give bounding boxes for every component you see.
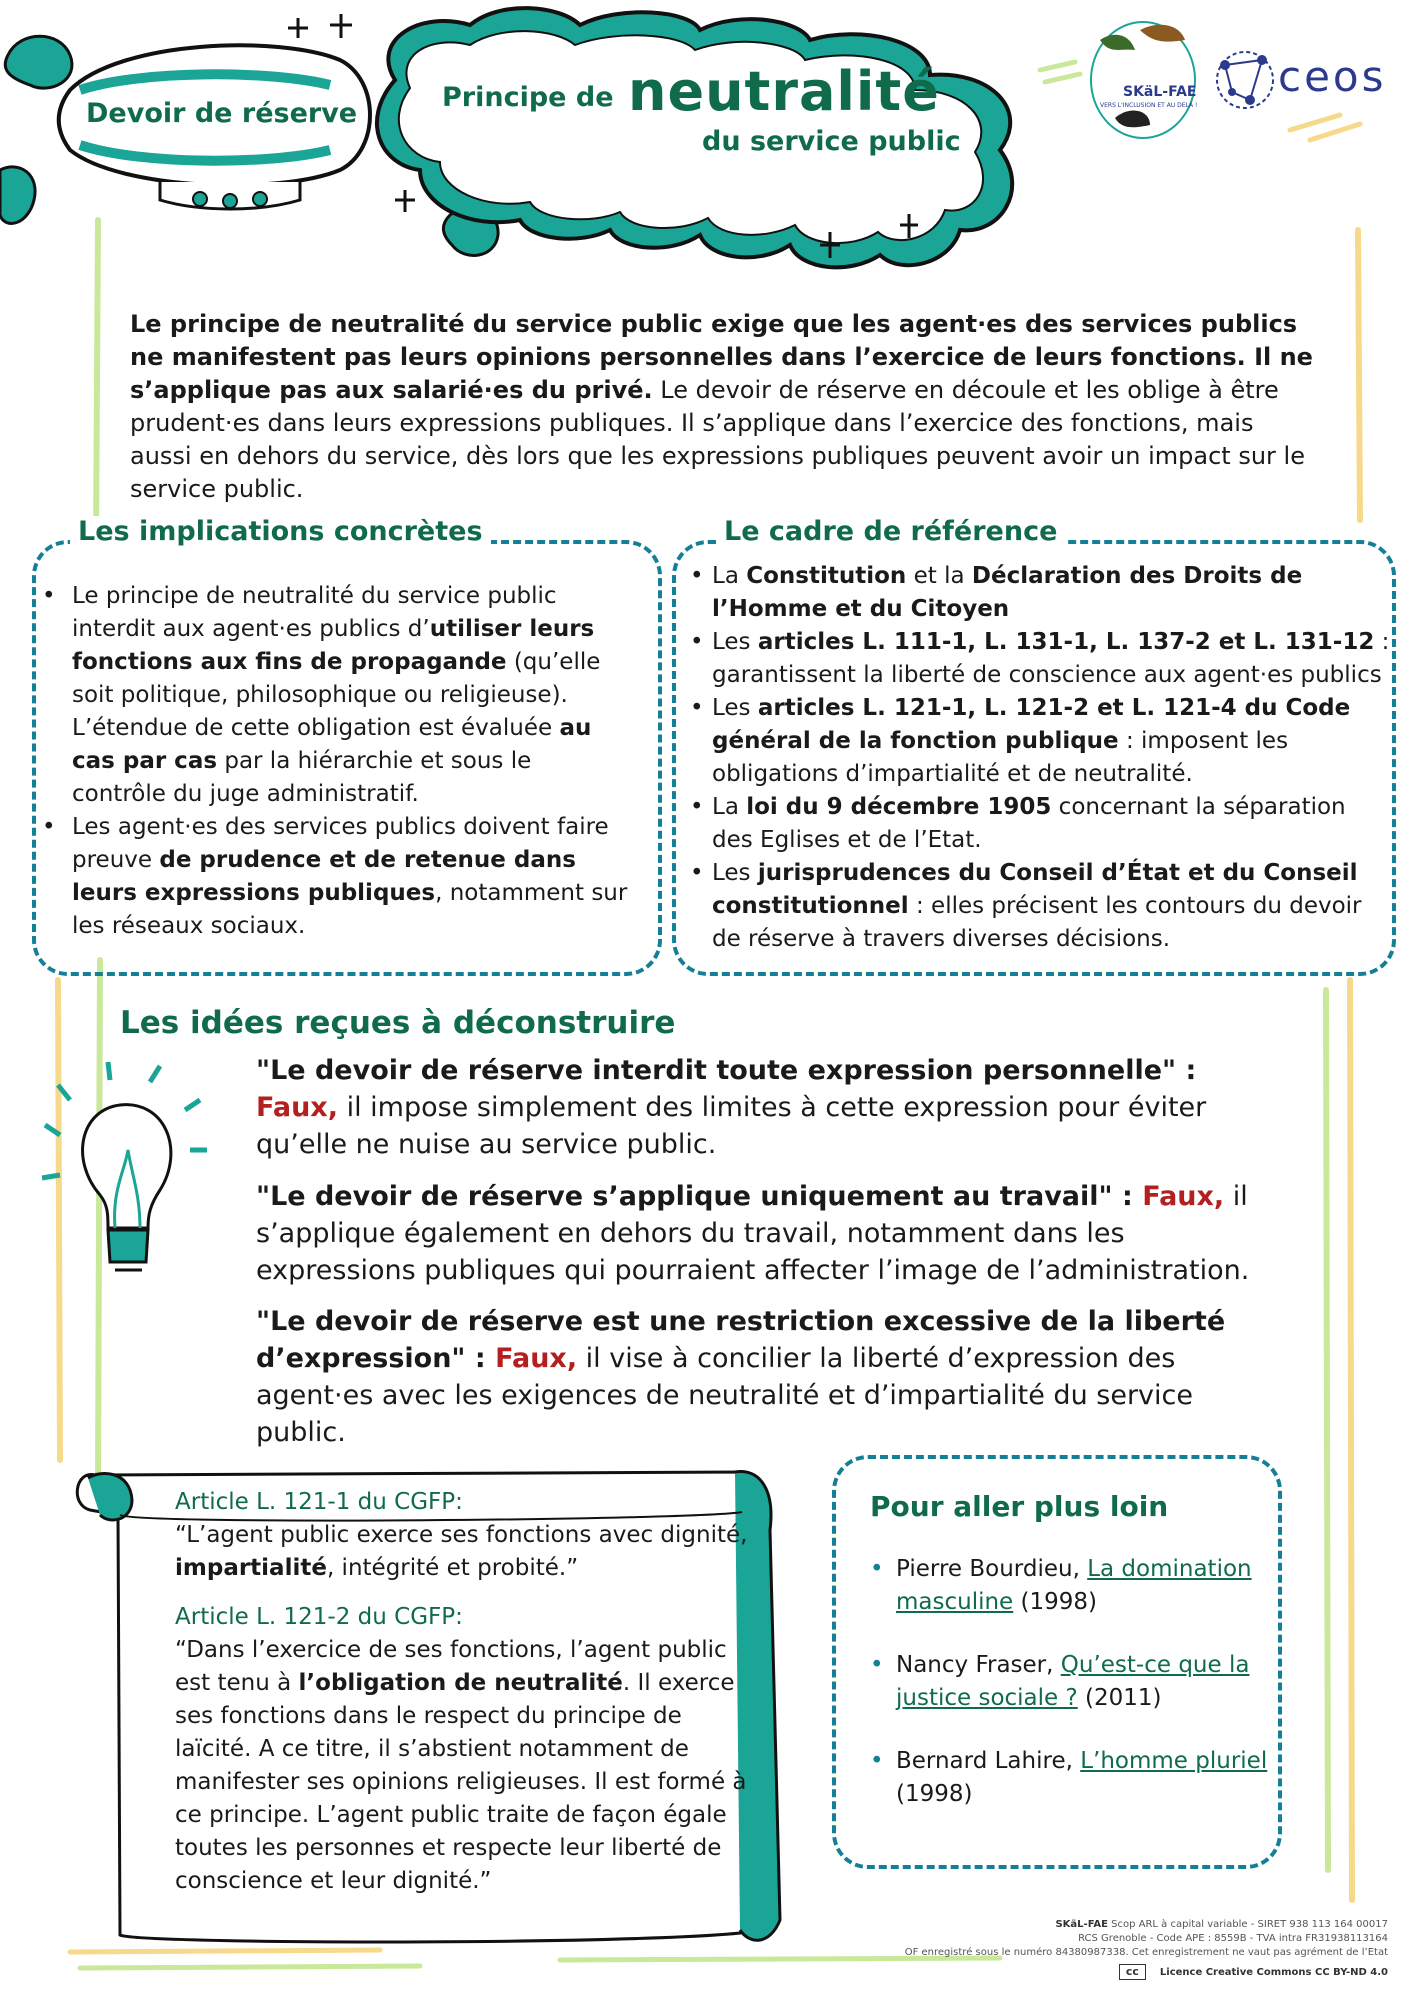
article-2-text: “Dans l’exercice de ses fonctions, l’agent public est tenu à l’obligation de neutralité. Il exerce ses fonctions dans le respect du principe de laïcité. A ce titre, il s’abstient notamment de manifester ses opinions religieuses. Il est formé à ce principe. L’agent public traite de façon égale toutes les personnes et respecte leur liberté de conscience et leur dignité.”	[175, 1637, 747, 1894]
intro-bold: Le principe de neutralité du service public exige que les agent·es des services publics ne manifestent pas leurs opinions personnelles dans l’exercice de leurs fonctions. Il ne s’applique pas aux salarié·es du privé.	[130, 310, 1313, 404]
cadre-title: Le cadre de référence	[716, 516, 1065, 547]
footer-legal: SKäL-FAE Scop ARL à capital variable - SIRET 938 113 164 00017 RCS Grenoble - Code APE : 8559B - TVA intra FR31938113164 OF enregistré sous le numéro 84380987338. Cet enregistrement ne vaut pas agrément de l’Etat cc Licence Creative Commons CC BY-ND 4.0	[904, 1919, 1388, 1978]
article-1-text: “L’agent public exerce ses fonctions avec dignité, impartialité, intégrité et probité.”	[175, 1522, 748, 1581]
reading-item: • Nancy Fraser, Qu’est-ce que la justice sociale ? (2011)	[870, 1649, 1270, 1715]
intro-rest: Le devoir de réserve en découle et les oblige à être prudent·es dans leurs expressions publiques. Il s’applique dans l’exercice des fonctions, mais aussi en dehors du service, dès lors que les expressions publiques peuvent avoir un impact sur le service public.	[130, 376, 1305, 503]
article-1-title: Article L. 121-1 du CGFP:	[175, 1489, 463, 1515]
blimp-label: Devoir de réserve	[86, 98, 358, 129]
list-item: • Les articles L. 121-1, L. 121-2 et L. 121-4 du Code général de la fonction publique : imposent les obligations d’impartialité et de neutralité.	[690, 692, 1390, 791]
reading-item: • Pierre Bourdieu, La domination masculine (1998)	[870, 1553, 1270, 1619]
cc-license-badge: cc	[1119, 1964, 1146, 1980]
reading-item: • Bernard Lahire, L’homme pluriel (1998)	[870, 1745, 1270, 1811]
idea-3: "Le devoir de réserve est une restriction excessive de la liberté d’expression" : Faux, il vise à concilier la liberté d’expression des agent·es avec les exigences de neutralité et d’impartialité du service public.	[256, 1306, 1226, 1448]
further-content	[870, 1490, 1270, 1811]
list-item: • Les articles L. 111-1, L. 131-1, L. 137-2 et L. 131-12 : garantissent la liberté de conscience aux agent·es publics	[690, 626, 1390, 692]
book-link[interactable]: La domination masculine	[896, 1556, 1252, 1615]
further-title: Pour aller plus loin	[870, 1490, 1169, 1523]
license-text: Licence Creative Commons CC BY-ND 4.0	[1159, 1967, 1388, 1978]
title-suffix: du service public	[702, 126, 961, 157]
implications-title: Les implications concrètes	[70, 516, 491, 547]
skal-fae-tagline: VERS L'INCLUSION ET AU DELÀ !	[1100, 102, 1198, 109]
lightbulb-icon	[42, 1062, 207, 1270]
title-prefix: Principe de	[442, 82, 614, 113]
article-2-title: Article L. 121-2 du CGFP:	[175, 1604, 463, 1630]
list-item: • Le principe de neutralité du service public interdit aux agent·es publics d’utiliser leurs fonctions aux fins de propagande (qu’elle soit politique, philosophique ou religieuse). L’étendue de cette obligation est évaluée au cas par cas par la hiérarchie et sous le contrôle du juge administratif.	[42, 580, 632, 811]
book-link[interactable]: L’homme pluriel	[1080, 1748, 1268, 1774]
list-item: • La Constitution et la Déclaration des Droits de l’Homme et du Citoyen	[690, 560, 1390, 626]
list-item: • Les agent·es des services publics doivent faire preuve de prudence et de retenue dans leurs expressions publiques, notamment sur les réseaux sociaux.	[42, 811, 632, 943]
idea-1: "Le devoir de réserve interdit toute expression personnelle" : Faux, il impose simplement des limites à cette expression pour éviter qu’elle ne nuise au service public.	[256, 1055, 1207, 1160]
skal-fae-logo	[1091, 22, 1198, 138]
list-item: • Les jurisprudences du Conseil d’État et du Conseil constitutionnel : elles précisent les contours du devoir de réserve à travers diverses décisions.	[690, 857, 1390, 956]
list-item: • La loi du 9 décembre 1905 concernant la séparation des Eglises et de l’Etat.	[690, 791, 1390, 857]
idea-2: "Le devoir de réserve s’applique uniquement au travail" : Faux, il s’applique également en dehors du travail, notamment dans les expressions publiques qui pourraient affecter l’image de l’administration.	[256, 1181, 1250, 1286]
ideas-title: Les idées reçues à déconstruire	[120, 1005, 676, 1041]
intro-paragraph	[130, 308, 1320, 506]
ceos-logo-text: ceos	[1278, 52, 1387, 101]
cadre-content	[690, 560, 1390, 956]
ceos-logo	[1217, 52, 1273, 108]
scroll-articles	[175, 1486, 765, 1898]
page-title: neutralité	[628, 60, 940, 123]
implications-content	[42, 580, 632, 943]
book-link[interactable]: Qu’est-ce que la justice sociale ?	[896, 1652, 1250, 1711]
skal-fae-logo-text: SKäL-FAE	[1123, 84, 1197, 100]
